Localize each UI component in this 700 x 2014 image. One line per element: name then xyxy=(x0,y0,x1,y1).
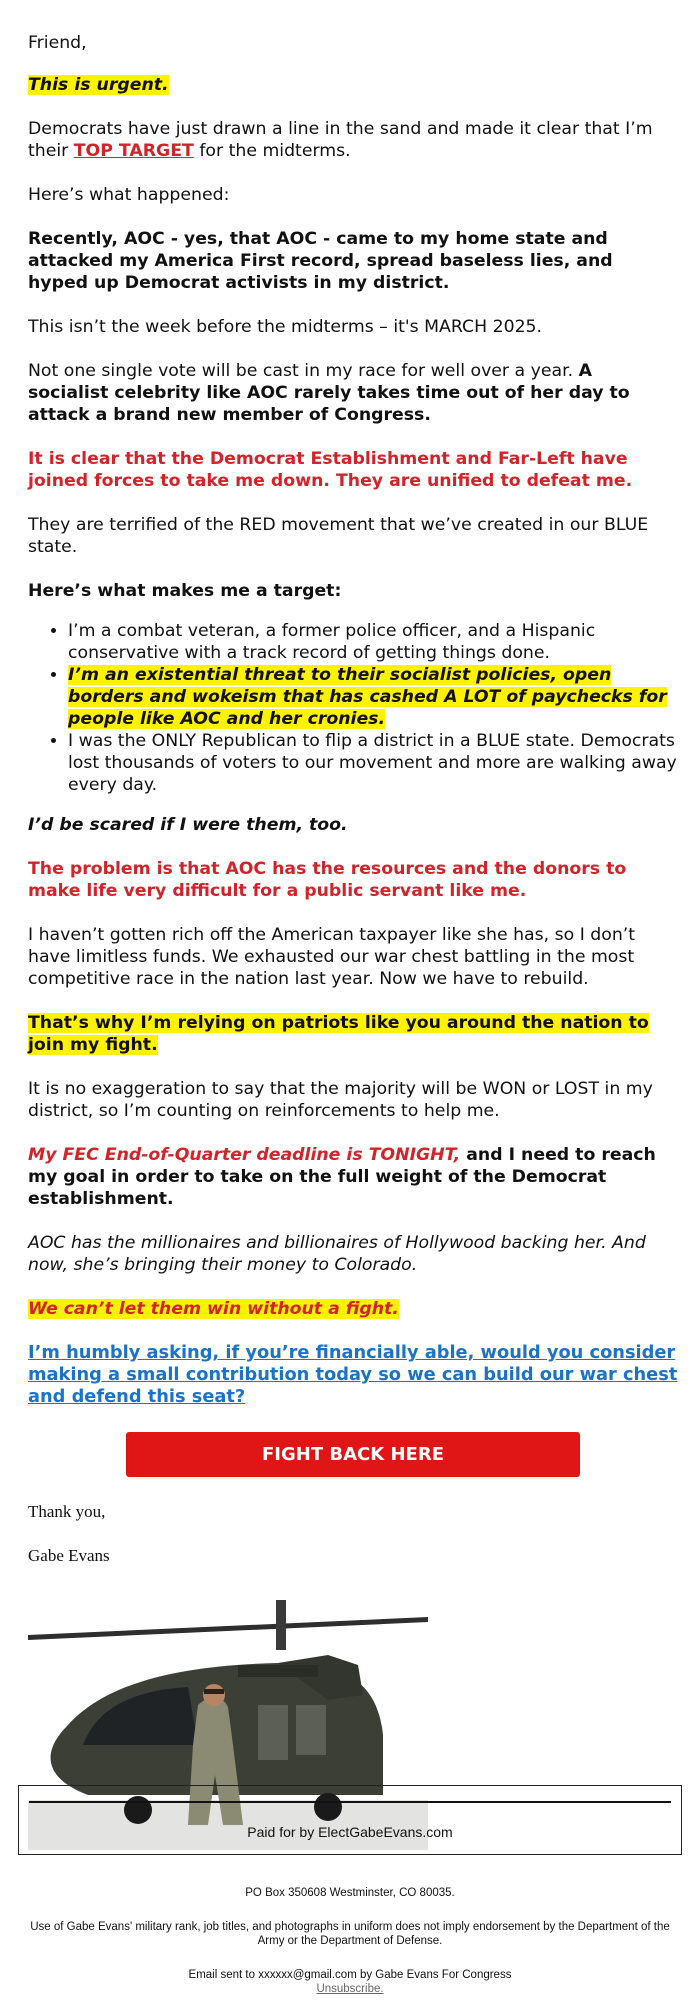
deadline-text: My FEC End-of-Quarter deadline is TONIGHT, xyxy=(28,1145,461,1165)
paragraph-scared: I’d be scared if I were them, too. xyxy=(28,815,348,835)
paragraph-war-chest: I haven’t gotten rich off the American taxpayer like she has, so I don’t have limitless funds. We exhausted our war chest battling in the most competitive race in the nation last year. Now we have to rebuild. xyxy=(28,925,636,989)
paid-for-box xyxy=(18,1785,682,1855)
highlighted-text: I’m an existential threat to their socialist policies, open borders and wokeism that has cashed A LOT of paychecks for people like AOC and her cronies. xyxy=(68,665,667,729)
urgent-line xyxy=(28,74,678,96)
highlighted-text: We can’t let them win without a fight. xyxy=(28,1299,399,1319)
unsubscribe-link[interactable]: Unsubscribe. xyxy=(316,1983,384,1995)
rotor-mast xyxy=(276,1600,286,1650)
footer-sent-to: Email sent to xxxxxx@gmail.com by Gabe Evans For Congress xyxy=(188,1969,512,1981)
paragraph-text: Democrats have just drawn a line in the sand and made it clear that I’m their xyxy=(28,119,653,161)
paragraph-problem: The problem is that AOC has the resources and the donors to make life very difficult for a public servant like me. xyxy=(28,859,627,901)
paragraph-red-movement: They are terrified of the RED movement that we’ve created in our BLUE state. xyxy=(28,515,649,557)
paragraph-fight xyxy=(28,1298,678,1320)
urgent-text: This is urgent. xyxy=(28,75,169,95)
cabin-window xyxy=(296,1705,326,1755)
paragraph-target-heading: Here’s what makes me a target: xyxy=(28,581,342,601)
rotor-hub xyxy=(238,1665,318,1677)
paragraph-top-target xyxy=(28,118,678,162)
list-item xyxy=(68,664,678,730)
cta-container xyxy=(28,1432,678,1477)
paragraph-text: for the midterms. xyxy=(193,141,351,161)
list-item: • I’m a combat veteran, a former police officer, and a Hispanic conservative with a track record of getting things done. xyxy=(68,620,678,664)
signature: Gabe Evans xyxy=(28,1546,110,1565)
cabin-window xyxy=(258,1705,288,1760)
divider xyxy=(29,1801,671,1803)
soldier-head xyxy=(203,1684,225,1706)
paragraph-deadline xyxy=(28,1144,678,1210)
paragraph-march: This isn’t the week before the midterms – it's MARCH 2025. xyxy=(28,317,543,337)
highlighted-text: That’s why I’m relying on patriots like you around the nation to join my fight. xyxy=(28,1013,649,1055)
paid-for-text: Paid for by ElectGabeEvans.com xyxy=(247,1824,453,1840)
fight-back-button[interactable]: FIGHT BACK HERE xyxy=(126,1432,580,1477)
paragraph-what-happened: Here’s what happened: xyxy=(28,185,230,205)
paragraph-won-lost: It is no exaggeration to say that the majority will be WON or LOST in my district, so I’m counting on reinforcements to help me. xyxy=(28,1079,653,1121)
top-target-link[interactable]: TOP TARGET xyxy=(73,141,194,161)
target-reasons-list xyxy=(28,620,678,796)
list-item: • I was the ONLY Republican to flip a district in a BLUE state. Democrats lost thousands of voters to our movement and more are walking away every day. xyxy=(68,730,678,796)
greeting: Friend, xyxy=(28,33,87,53)
signoff: Thank you, xyxy=(28,1502,106,1521)
footer-unsubscribe-row xyxy=(30,1982,670,1996)
footer-address: PO Box 350608 Westminster, CO 80035. xyxy=(245,1887,455,1899)
sunglasses xyxy=(204,1689,224,1694)
footer-disclaimer: Use of Gabe Evans' military rank, job titles, and photographs in uniform does not imply endorsement by the Department of the Army or the Department of Defense. xyxy=(30,1921,670,1947)
paragraph-ask xyxy=(28,1342,678,1408)
paragraph-bold-text: A socialist celebrity like AOC rarely takes time out of her day to attack a brand new member of Congress. xyxy=(28,361,630,425)
paragraph-hollywood: AOC has the millionaires and billionaires of Hollywood backing her. And now, she’s bringing their money to Colorado. xyxy=(28,1233,646,1275)
contribution-link[interactable]: I’m humbly asking, if you’re financially able, would you consider making a small contribution today so we can build our war chest and defend this seat? xyxy=(28,1342,678,1407)
email-body xyxy=(28,0,678,1850)
paragraph-text: and I need to reach my goal in order to take on the full weight of the Democrat establishment. xyxy=(28,1145,656,1209)
paragraph-text: Not one single vote will be cast in my race for well over a year. xyxy=(28,361,579,381)
paragraph-patriots xyxy=(28,1012,678,1056)
paragraph-establishment: It is clear that the Democrat Establishment and Far-Left have joined forces to take me down. They are unified to defeat me. xyxy=(28,449,633,491)
paragraph-aoc-visit: Recently, AOC - yes, that AOC - came to my home state and attacked my America First record, spread baseless lies, and hyped up Democrat activists in my district. xyxy=(28,229,613,293)
paragraph-socialist-celebrity xyxy=(28,360,678,426)
